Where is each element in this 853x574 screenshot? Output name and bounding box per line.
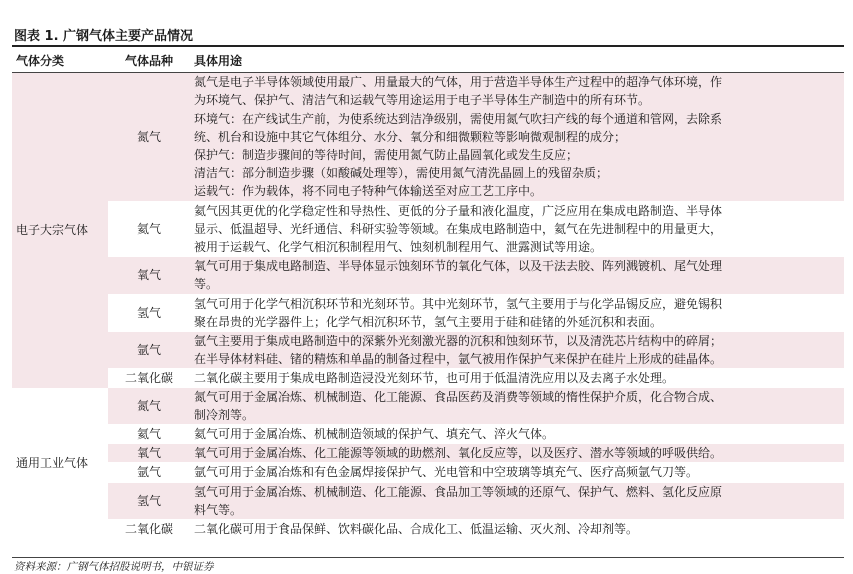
gas-cell: 氧气 bbox=[108, 444, 190, 463]
use-line: 运载气：作为载体，将不同电子特种气体输送至对应工艺工序中。 bbox=[194, 184, 543, 199]
gas-cell: 氩气 bbox=[108, 332, 190, 369]
use-line: 氦气因其更优的化学稳定性和导热性、更低的分子量和液化温度，广泛应用在集成电路制造、半导体 bbox=[194, 203, 723, 218]
category-cell: 电子大宗气体 bbox=[12, 73, 108, 388]
gas-cell: 氧气 bbox=[108, 257, 190, 294]
use-cell bbox=[190, 332, 844, 369]
use-cell bbox=[190, 201, 844, 257]
source-note: 资料来源：广钢气体招股说明书，中银证券 bbox=[14, 561, 214, 573]
use-line: 氢气可用于金属冶炼、机械制造、化工能源、食品加工等领域的还原气、保护气、燃料、氢化反应原 bbox=[194, 484, 723, 499]
table-row bbox=[12, 294, 844, 331]
gas-cell: 氦气 bbox=[108, 201, 190, 257]
use-line: 聚在昂贵的光学器件上；化学气相沉积环节，氢气主要用于硅和硅锗的外延沉积和表面。 bbox=[194, 314, 663, 329]
table-row bbox=[12, 444, 844, 463]
use-line: 二氧化碳主要用于集成电路制造浸没光刻环节，也可用于低温清洗应用以及去离子水处理。 bbox=[194, 371, 675, 386]
use-cell bbox=[190, 257, 844, 294]
use-line: 制冷剂等。 bbox=[194, 407, 255, 422]
table-row bbox=[12, 73, 844, 201]
use-line: 氩气可用于金属冶炼和有色金属焊接保护气、光电管和中空玻璃等填充气、医疗高频氩气刀等。 bbox=[194, 465, 699, 480]
use-line: 氮气是电子半导体领域使用最广、用量最大的气体，用于营造半导体生产过程中的超净气体环境，作 bbox=[194, 75, 723, 90]
table-header-row bbox=[12, 50, 844, 73]
gas-cell: 氢气 bbox=[108, 482, 190, 519]
category-cell: 通用工业气体 bbox=[12, 388, 108, 539]
gas-cell: 氦气 bbox=[108, 425, 190, 444]
table-row bbox=[12, 332, 844, 369]
use-cell bbox=[190, 294, 844, 331]
use-line: 氮气可用于金属冶炼、机械制造、化工能源、食品医药及消费等领域的惰性保护介质，化合物合成、 bbox=[194, 389, 723, 404]
gas-cell: 二氧化碳 bbox=[108, 520, 190, 539]
use-cell bbox=[190, 444, 844, 463]
use-cell bbox=[190, 482, 844, 519]
header-gas: 气体品种 bbox=[108, 50, 190, 73]
use-line: 氦气可用于金属冶炼、机械制造领域的保护气、填充气、淬火气体。 bbox=[194, 427, 555, 442]
table-row bbox=[12, 201, 844, 257]
table-row bbox=[12, 482, 844, 519]
footer-rule bbox=[12, 557, 844, 558]
use-cell bbox=[190, 463, 844, 482]
gas-cell: 氩气 bbox=[108, 463, 190, 482]
use-line: 显示、低温超导、光纤通信、科研实验等领域。在集成电路制造中，氦气在先进制程中的用量更大， bbox=[194, 221, 723, 236]
use-line: 环境气：在产线试生产前，为使系统达到洁净级别，需使用氮气吹扫产线的每个通道和管网，去除系 bbox=[194, 111, 723, 126]
table-row bbox=[12, 257, 844, 294]
header-category: 气体分类 bbox=[12, 50, 108, 73]
use-cell bbox=[190, 425, 844, 444]
header-use: 具体用途 bbox=[190, 50, 844, 73]
use-line: 为环境气、保护气、清洁气和运载气等用途运用于电子半导体生产制造中的所有环节。 bbox=[194, 93, 651, 108]
table-row bbox=[12, 425, 844, 444]
use-cell bbox=[190, 73, 844, 201]
use-line: 二氧化碳可用于食品保鲜、饮料碳化品、合成化工、低温运输、灭火剂、冷却剂等。 bbox=[194, 522, 639, 537]
use-line: 氩气主要用于集成电路制造中的深紫外光刻激光器的沉积和蚀刻环节，以及清洗芯片结构中的碎屑； bbox=[194, 334, 723, 349]
table-body bbox=[12, 73, 844, 539]
use-line: 氧气可用于金属冶炼、化工能源等领域的助燃剂、氧化反应等，以及医疗、潜水等领域的呼吸供给。 bbox=[194, 446, 723, 461]
use-line: 氢气可用于化学气相沉积环节和光刻环节。其中光刻环节，氢气主要用于与化学品锡反应，避免锡积 bbox=[194, 296, 723, 311]
product-table bbox=[12, 50, 844, 538]
use-line: 在半导体材料硅、锗的精炼和单晶的制备过程中，氩气被用作保护气来保护在硅片上形成的硅晶体。 bbox=[194, 352, 723, 367]
title-rule bbox=[12, 45, 844, 47]
use-cell bbox=[190, 520, 844, 539]
table-row bbox=[12, 520, 844, 539]
use-cell bbox=[190, 369, 844, 388]
table-row bbox=[12, 463, 844, 482]
use-line: 保护气：制造步骤间的等待时间，需使用氮气防止晶圆氧化或发生反应； bbox=[194, 148, 579, 163]
use-line: 料气等。 bbox=[194, 502, 243, 517]
gas-cell: 氢气 bbox=[108, 294, 190, 331]
table-row bbox=[12, 369, 844, 388]
table-row bbox=[12, 388, 844, 425]
figure-title: 图表 1. 广钢气体主要产品情况 bbox=[14, 29, 194, 44]
use-line: 清洁气：部分制造步骤（如酸碱处理等），需使用氮气清洗晶圆上的残留杂质； bbox=[194, 166, 609, 181]
gas-cell: 氮气 bbox=[108, 73, 190, 201]
use-line: 统、机台和设施中其它气体组分、水分、氧分和细微颗粒等影响微观制程的成分； bbox=[194, 129, 627, 144]
gas-cell: 二氧化碳 bbox=[108, 369, 190, 388]
gas-cell: 氮气 bbox=[108, 388, 190, 425]
use-line: 等。 bbox=[194, 277, 219, 292]
use-cell bbox=[190, 388, 844, 425]
use-line: 被用于运载气、化学气相沉积制程用气、蚀刻机制程用气、泄露测试等用途。 bbox=[194, 240, 603, 255]
use-line: 氧气可用于集成电路制造、半导体显示蚀刻环节的氧化气体，以及干法去胶、阵列溅镀机、尾气处理 bbox=[194, 259, 723, 274]
